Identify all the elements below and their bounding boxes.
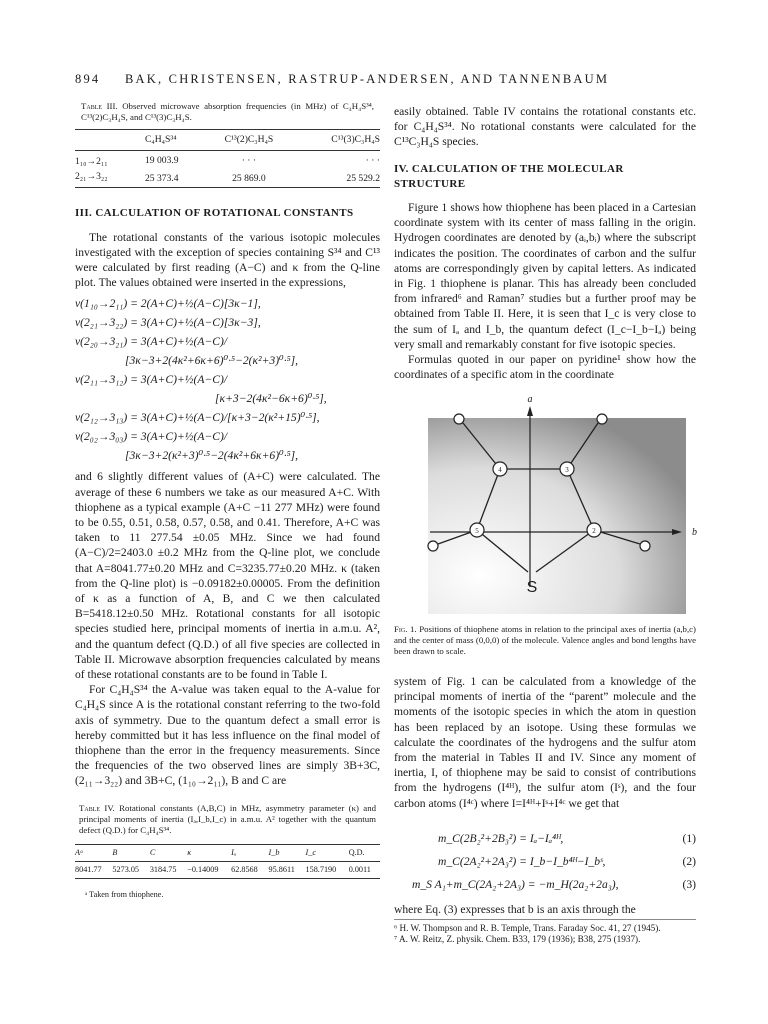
equation-3-number: (3) (682, 878, 696, 891)
paragraph: For C₄H₄S³⁴ the A-value was taken equal to the A-value for C₄H₄S since A is the rotational constant referring to the two-fold axis of symmetry. Due to the quantum defect a small error is hereby committed but it has less influence on the final model of thiophene than the error in the frequency measurements. Since the frequencies of the two observed lines are simply 3B+3C, (2₁₁→3₂₂) and 3B+C, (1₁₀→2₁₁), B and C are (75, 683, 380, 788)
equation-1-body: m_C(2B₂²+2B₃²) = Iₐ−Iₐ⁴ᴴ, (438, 832, 564, 845)
author-line: BAK, CHRISTENSEN, RASTRUP-ANDERSEN, AND TANNENBAUM (125, 72, 610, 86)
table4-cell: 8041.77 (75, 865, 102, 875)
table4-footnote: ᵃ Taken from thiophene. (85, 889, 164, 899)
table3-col-3: C¹³(3)C₃H₄S (331, 134, 380, 146)
page-number: 894 (75, 72, 101, 86)
table4-col: κ (187, 848, 192, 858)
table4-col: B (112, 848, 118, 858)
equation: [κ+3−2(4κ²−6κ+6)⁰·⁵], (215, 392, 327, 406)
equation-3 (412, 878, 696, 891)
table-row (75, 169, 380, 188)
right-column (394, 104, 696, 382)
table4-cell: 5273.05 (112, 865, 140, 875)
paragraph: where Eq. (3) expresses that b is an axis through the (394, 903, 636, 916)
table4-cell: 95.8611 (268, 865, 295, 875)
table3-cell: 25 869.0 (232, 172, 266, 184)
equation: ν(2₀₂→3₀₃) = 3(A+C)+½(A−C)/ (75, 430, 228, 444)
equation: ν(2₂₁→3₂₂) = 3(A+C)+½(A−C)[3κ−3], (75, 316, 261, 330)
hydrogen-atom (640, 541, 650, 551)
table4-col: C (149, 848, 156, 858)
equation: [3κ−3+2(κ²+3)⁰·⁵−2(4κ²+6κ+6)⁰·⁵], (125, 449, 299, 463)
table4-col: Iₐ (231, 848, 237, 858)
sulfur-label: S (526, 579, 538, 596)
table4-caption-text: Rotational constants (A,B,C) in MHz, asymmetry parameter (κ) and principal moments of inertia (Iₐ,I_b,I_c) in a.m.u. A² together with the quantum defect (Q.D.) for C₄H₄S³⁴. (79, 802, 376, 835)
footnote-7: ⁷ A. W. Reitz, Z. physik. Chem. B33, 179 (1936); B38, 275 (1937). (394, 934, 641, 944)
table4-col: I_b (268, 848, 280, 858)
table4-cell: 158.7190 (305, 865, 337, 875)
table4-cell: 0.0011 (348, 865, 371, 875)
atom-label: 3 (565, 466, 569, 474)
equation: ν(1₁₀→2₁₁) = 2(A+C)+½(A−C)[3κ−1], (75, 297, 261, 311)
equation-1-number: (1) (682, 832, 696, 845)
paragraph: The rotational constants of the various isotopic molecules investigated with the exception of species containing S³⁴ and C¹³ were calculated by first reading (A−C) and κ from the Q-line plot. The values obtained were inserted in the expressions, (75, 230, 380, 290)
hydrogen-atom (454, 414, 464, 424)
section4-title: IV. CALCULATION OF THE MOLECULAR STRUCTURE (394, 162, 624, 190)
table3-caption-label: Table III. (81, 101, 118, 111)
atom-label: 5 (475, 527, 479, 535)
equation-3-body: m_S A₁+m_C(2A₂+2A₃) = −m_H(2a₂+2a₃), (412, 878, 619, 891)
hydrogen-atom (428, 541, 438, 551)
footnote-rule (394, 919, 696, 920)
table-row (75, 151, 380, 170)
fig-caption-text: Positions of thiophene atoms in relation to the principal axes of inertia (a,b,c) and the center of mass (0,0,0) of the molecule. Valence angles and bond lengths have been drawn to scale. (394, 624, 696, 656)
table4-col: Q.D. (348, 848, 365, 858)
table4-caption-label: Table IV. (79, 802, 115, 813)
fig-caption-label: Fig. 1. (394, 624, 417, 634)
atom-label: 4 (498, 466, 502, 474)
right-column-lower (394, 674, 696, 811)
table3-cell: 1₁₀→2₁₁ (75, 156, 108, 167)
table4-header-row (75, 844, 380, 861)
right-column-end (394, 902, 696, 917)
table4-caption (75, 803, 380, 836)
equation-2-number: (2) (682, 855, 696, 868)
table4-cell: 62.8568 (231, 865, 258, 875)
hydrogen-atom (597, 414, 607, 424)
paragraph: easily obtained. Table IV contains the rotational constants etc. for C₄H₄S³⁴. No rotational constants were calculated for the C¹³C₃H₄S species. (394, 105, 696, 149)
table3-col-1: C₄H₄S³⁴ (145, 134, 177, 146)
paragraph: Formulas quoted in our paper on pyridine¹ show how the coordinates of a specific atom in the coordinate (394, 353, 696, 382)
footnotes (394, 923, 696, 945)
equation: ν(2₁₂→3₁₃) = 3(A+C)+½(A−C)/[κ+3−2(κ²+15)⁰·⁵], (75, 411, 320, 425)
equation-1 (438, 832, 696, 845)
table3-cell: · · · (241, 154, 257, 166)
equation-block (75, 294, 380, 465)
table3-col-2: C¹³(2)C₃H₄S (224, 134, 274, 146)
table3-cell: 25 529.2 (346, 172, 380, 184)
table4 (75, 844, 380, 879)
table3-header-row (75, 130, 380, 151)
table4-cell: 3184.75 (149, 865, 177, 875)
table3-caption (75, 101, 380, 123)
equation-2 (438, 855, 696, 868)
table3-col-0 (75, 130, 145, 151)
running-header (75, 72, 695, 87)
table4-col: I_c (305, 848, 316, 858)
equation: ν(2₁₁→3₁₂) = 3(A+C)+½(A−C)/ (75, 373, 228, 387)
table-row (75, 861, 380, 878)
table4-col: Aᵃ (75, 848, 84, 858)
equation: [3κ−3+2(4κ²+6κ+6)⁰·⁵−2(κ²+3)⁰·⁵], (125, 354, 299, 368)
atom-label: 2 (592, 527, 596, 535)
axis-a-label: a (527, 394, 533, 405)
section3-title: III. CALCULATION OF ROTATIONAL CONSTANTS (75, 207, 354, 220)
table3-cell: 19 003.9 (145, 154, 179, 166)
table3-cell: 2₂₁→3₂₂ (75, 171, 108, 183)
table3-caption-text: Observed microwave absorption frequencies (in MHz) of C₄H₄S³⁴, C¹³(2)C₃H₄S, and C¹³(3)C₃H₄S. (81, 101, 374, 122)
table3 (75, 129, 380, 188)
a-axis-arrow (527, 406, 533, 416)
table4-cell: −0.14009 (187, 865, 219, 875)
paragraph: system of Fig. 1 can be calculated from a knowledge of the principal moments of inertia of the “parent” molecule and the moments of the isotopic species in which the atom in question has been replaced by an isotope. Using these formulas we calculate the coordinates of the hydrogens and the sulfur atom from the material in Tables II and IV. Since any moment of inertia, I, of thiophene may be said to consist of contributions from the hydrogens (I⁴ᴴ), the sulfur atom (Iˢ), and the four carbon atoms (I⁴ᶜ) where I=I⁴ᴴ+Iˢ+I⁴ᶜ we get that (394, 675, 696, 810)
figure-shading (428, 418, 686, 614)
table3-cell: 25 373.4 (145, 172, 179, 184)
paragraph: and 6 slightly different values of (A+C) were calculated. The average of these 6 numbers we take as our measured A+C. With thiophene as a typical example (A+C −11 277 MHz) were found to be 0.55, 0.51, 0.58, 0.57, 0.58, and 0.41. Therefore, A+C was taken to 11 277.54 ±0.05 MHz. Since we had found (A−C)/2=2403.0 ±0.2 MHz from the Q-line plot, we conclude that A=8041.77±0.20 MHz and C=3235.77±0.20 MHz. κ (taken from the Q-line plot) is −0.09182±0.00005. From the definition of κ as a function of A, B, and C we then calculated B=5418.12±0.50 MHz. Rotational constants for all isotopic species studied here, principal moments of inertia in a.m.u. A², and the quantum defect (Q.D.) of all five species are collected in Table II. Microwave absorption frequencies calculated by means of these rotational constants are to be found in Table I. (75, 470, 380, 682)
footnote-6: ⁶ H. W. Thompson and R. B. Temple, Trans. Faraday Soc. 41, 27 (1945). (394, 923, 661, 933)
figure-1-caption (394, 624, 696, 657)
equation-2-body: m_C(2A₂²+2A₃²) = I_b−I_b⁴ᴴ−I_bˢ, (438, 855, 606, 868)
equation: ν(2₂₀→3₂₁) = 3(A+C)+½(A−C)/ (75, 335, 228, 349)
figure-1-diagram (400, 392, 700, 614)
paragraph: Figure 1 shows how thiophene has been placed in a Cartesian coordinate system with its center of mass falling in the origin. Hydrogen coordinates are denoted by (aᵢ,bᵢ) where the subscript indicates the position. The coordinates of carbon and the sulfur atoms are correspondingly given by capital letters. As indicated in Fig. 1 thiophene is planar. This has already been concluded from infrared⁶ and Raman⁷ studies but a further proof may be obtained from Table II. Here, it is seen that I_c is very close to the sum of Iₐ and I_b, the quantum defect (I_c−I_b−Iₐ) being very small and remarkably constant for five isotopic species. (394, 201, 696, 351)
table3-cell: · · · (365, 154, 380, 166)
left-column (75, 101, 380, 902)
axis-b-label: b (692, 527, 697, 538)
